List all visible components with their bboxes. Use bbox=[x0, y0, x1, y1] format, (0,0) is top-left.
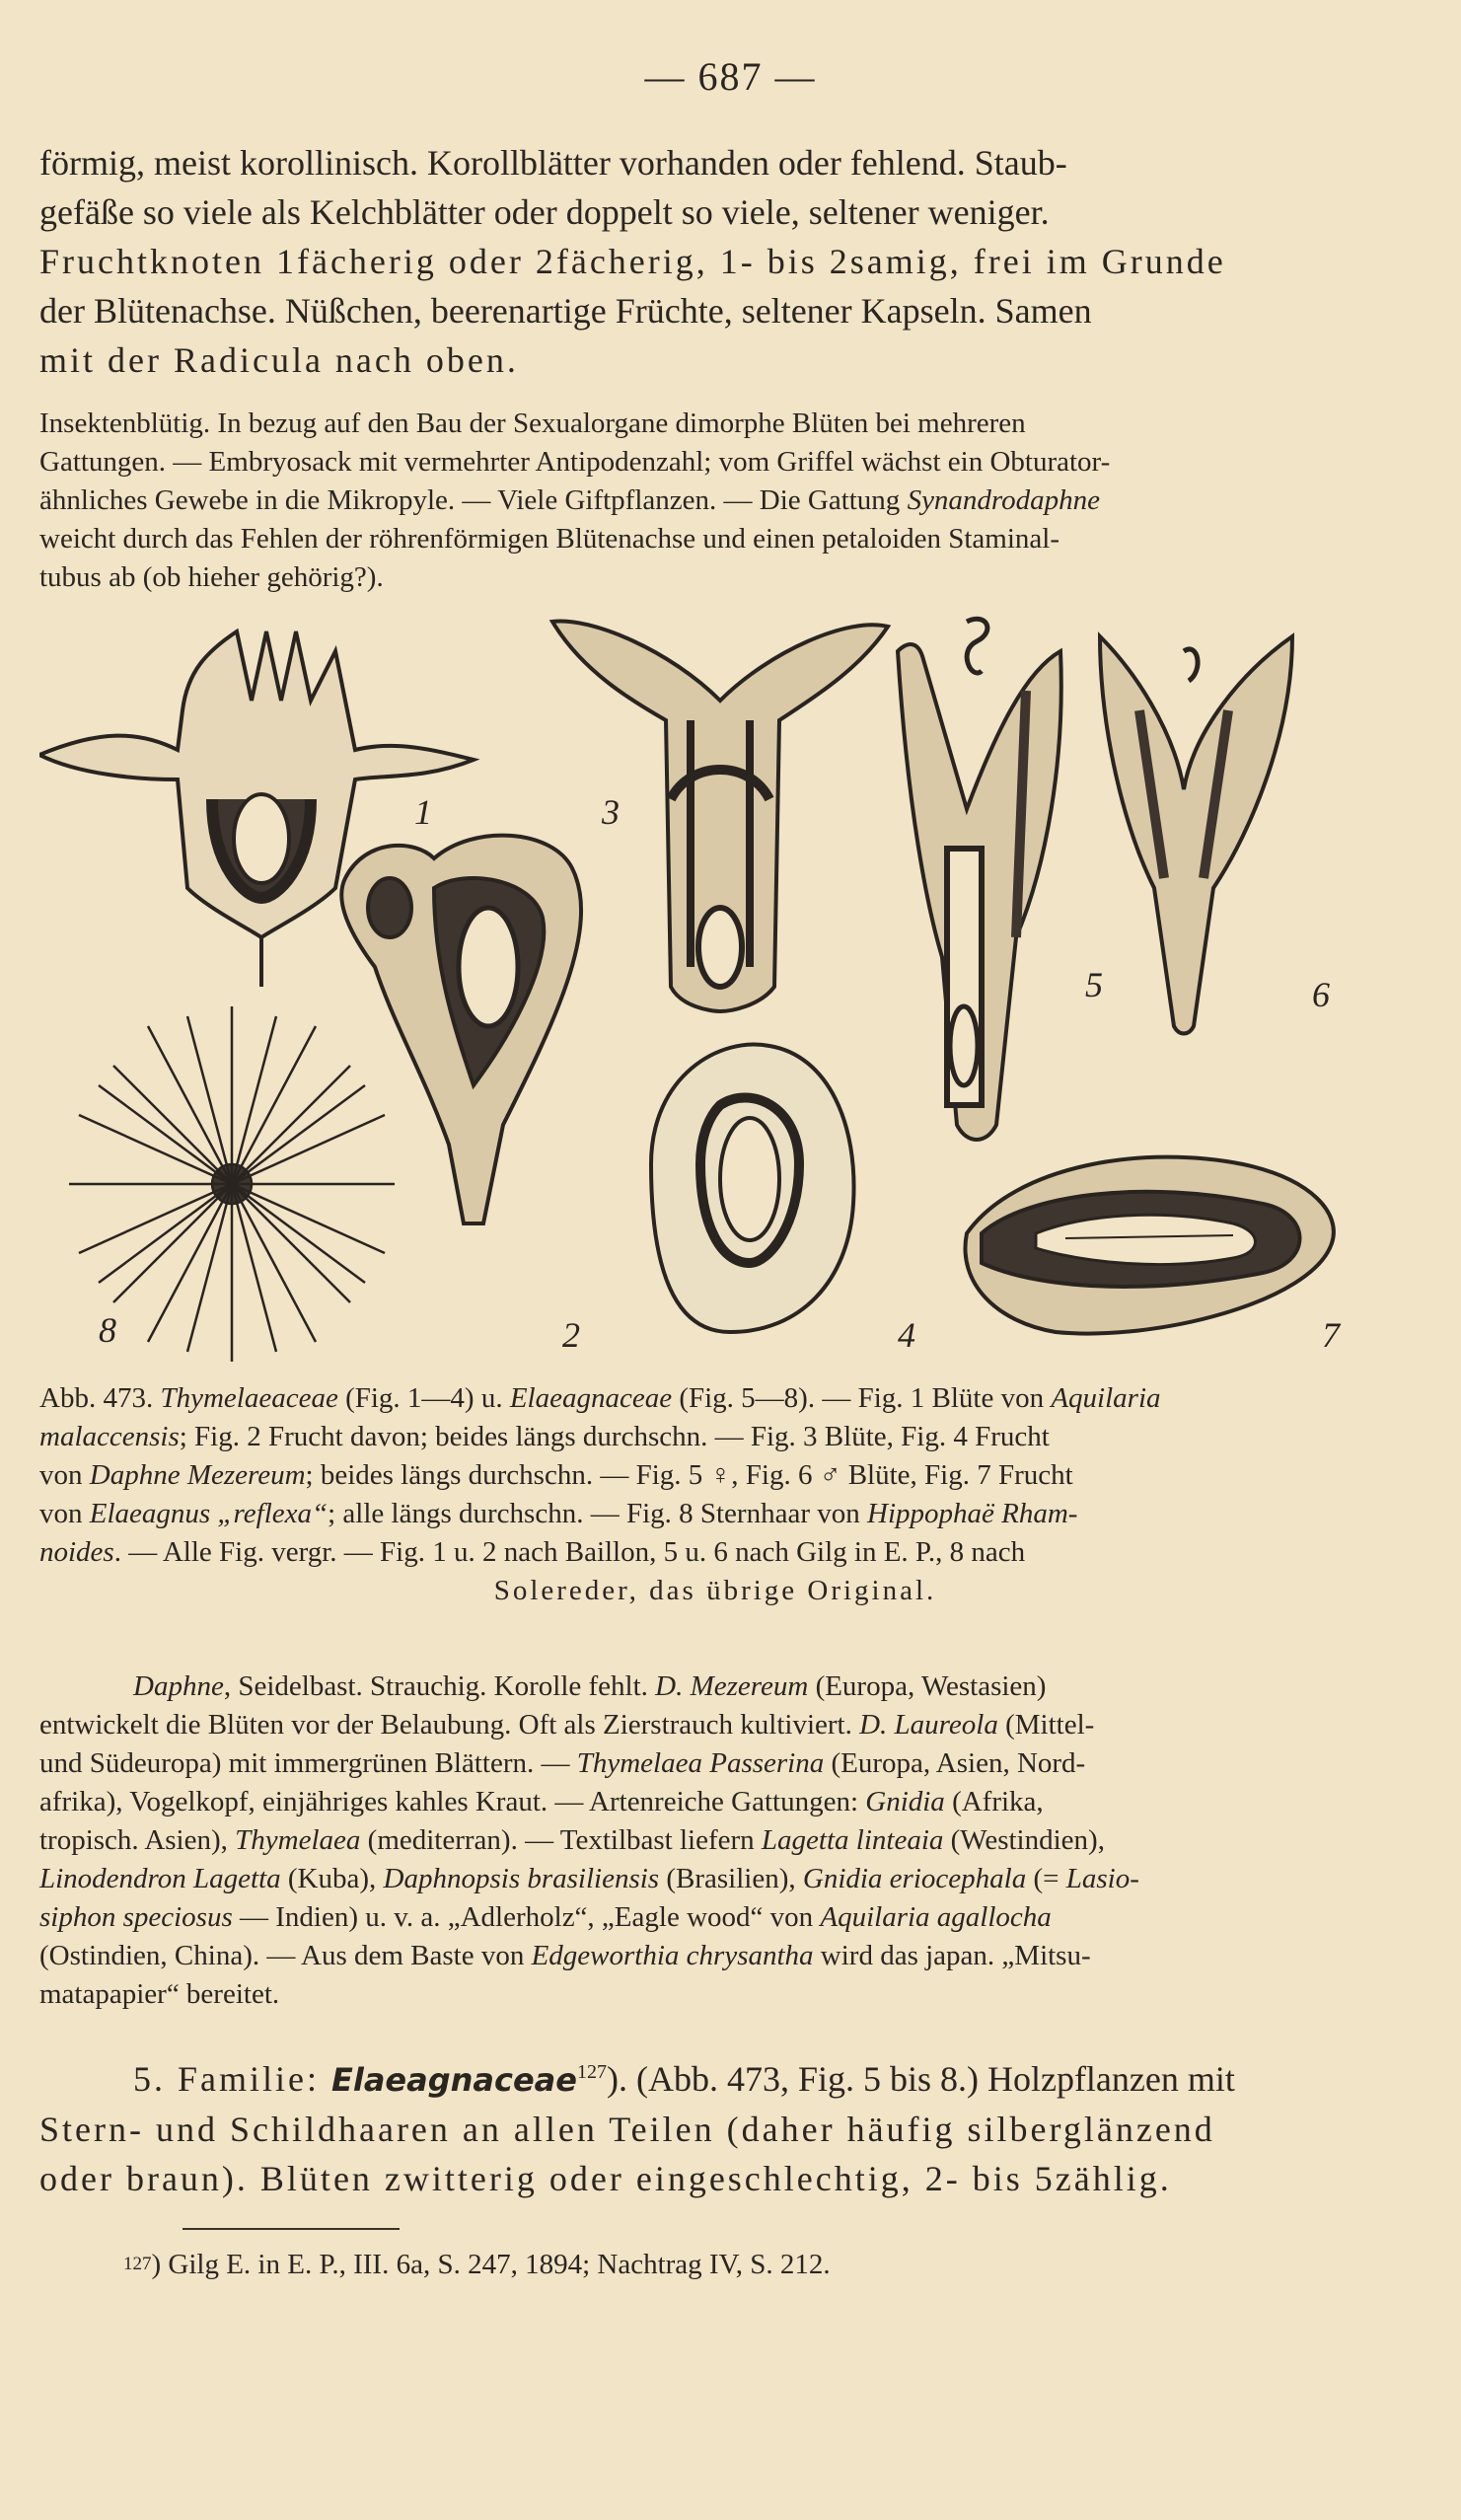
figure-label: 6 bbox=[1312, 975, 1330, 1014]
intro-paragraph bbox=[39, 138, 1391, 385]
intro-line: gefäße so viele als Kelchblätter oder doppelt so viele, seltener weniger. bbox=[39, 192, 1050, 232]
figure-label: 3 bbox=[602, 792, 620, 832]
caption-line: von Daphne Mezereum; beides längs durchschn. — Fig. 5 ♀, Fig. 6 ♂ Blüte, Fig. 7 Frucht bbox=[39, 1459, 1073, 1491]
body-line: (Ostindien, China). — Aus dem Baste von Edgeworthia chrysantha wird das japan. „Mitsu- bbox=[39, 1940, 1091, 1971]
footnote-mark: 127 bbox=[123, 2254, 152, 2274]
body-line: matapapier“ bereitet. bbox=[39, 1978, 280, 2010]
note-line: ähnliches Gewebe in die Mikropyle. — Viele Giftpflanzen. — Die Gattung Synandrodaphne bbox=[39, 484, 1101, 516]
caption-line: Solereder, das übrige Original. bbox=[493, 1575, 937, 1606]
family-name: Elaeagnaceae bbox=[331, 2061, 577, 2099]
note-paragraph bbox=[39, 405, 1391, 597]
family-line: Stern- und Schildhaaren an allen Teilen (daher häufig silberglänzend bbox=[39, 2110, 1215, 2149]
fig-6-flower-drawing bbox=[1100, 636, 1292, 1034]
note-line: tubus ab (ob hieher gehörig?). bbox=[39, 561, 384, 593]
footnote-text: ) Gilg E. in E. P., III. 6a, S. 247, 1894; Nachtrag IV, S. 212. bbox=[151, 2249, 831, 2280]
note-line: Gattungen. — Embryosack mit vermehrter Antipodenzahl; vom Griffel wächst ein Obturator- bbox=[39, 446, 1111, 478]
family-line: 5. Familie: Elaeagnaceae$^{127}$). (Abb. 473, Fig. 5 bis 8.) Holzpflanzen mit bbox=[133, 2059, 1235, 2099]
fig-4-fruit-drawing bbox=[651, 1045, 854, 1333]
intro-line: der Blütenachse. Nüßchen, beerenartige Früchte, seltener Kapseln. Samen bbox=[39, 291, 1092, 331]
intro-line: Fruchtknoten 1fächerig oder 2fächerig, 1- bis 2samig, frei im Grunde bbox=[39, 242, 1226, 281]
intro-line: förmig, meist korollinisch. Korollblätter vorhanden oder fehlend. Staub- bbox=[39, 143, 1067, 183]
fig-5-flower-drawing bbox=[898, 619, 1061, 1140]
body-line: siphon speciosus — Indien) u. v. a. „Adlerholz“, „Eagle wood“ von Aquilaria agallocha bbox=[39, 1901, 1052, 1933]
body-line: entwickelt die Blüten vor der Belaubung. Oft als Zierstrauch kultiviert. D. Laureola (Mittel- bbox=[39, 1709, 1095, 1741]
figure-label: 8 bbox=[99, 1310, 116, 1350]
footnote bbox=[123, 2245, 831, 2284]
botanical-illustration bbox=[39, 612, 1391, 1381]
caption-line: malaccensis; Fig. 2 Frucht davon; beides längs durchschn. — Fig. 3 Blüte, Fig. 4 Frucht bbox=[39, 1421, 1050, 1452]
caption-line: Abb. 473. Thymelaeaceae (Fig. 1—4) u. Elaeagnaceae (Fig. 5—8). — Fig. 1 Blüte von Aquilaria bbox=[39, 1382, 1161, 1414]
body-line: und Südeuropa) mit immergrünen Blättern. — Thymelaea Passerina (Europa, Asien, Nord- bbox=[39, 1747, 1086, 1779]
figure-label: 1 bbox=[414, 792, 432, 832]
note-line: weicht durch das Fehlen der röhrenförmigen Blütenachse und einen petaloiden Staminal- bbox=[39, 523, 1060, 555]
caption-line: von Elaeagnus „reflexa“; alle längs durchschn. — Fig. 8 Sternhaar von Hippophaë Rham- bbox=[39, 1498, 1078, 1529]
figure-caption bbox=[39, 1379, 1391, 1610]
page-number: — 687 — bbox=[644, 54, 817, 99]
fig-2-fruit-drawing bbox=[341, 836, 581, 1223]
caption-line: noides. — Alle Fig. vergr. — Fig. 1 u. 2 nach Baillon, 5 u. 6 nach Gilg in E. P., 8 nach bbox=[39, 1536, 1026, 1568]
body-line: Daphne, Seidelbast. Strauchig. Korolle fehlt. D. Mezereum (Europa, Westasien) bbox=[133, 1670, 1047, 1702]
intro-line: mit der Radicula nach oben. bbox=[39, 340, 519, 380]
note-line: Insektenblütig. In bezug auf den Bau der Sexualorgane dimorphe Blüten bei mehreren bbox=[39, 408, 1026, 439]
body-line: afrika), Vogelkopf, einjähriges kahles Kraut. — Artenreiche Gattungen: Gnidia (Afrika, bbox=[39, 1786, 1044, 1817]
family-line: oder braun). Blüten zwitterig oder eingeschlechtig, 2- bis 5zählig. bbox=[39, 2159, 1172, 2198]
fig-7-fruit-drawing bbox=[965, 1157, 1333, 1334]
body-line: Linodendron Lagetta (Kuba), Daphnopsis brasiliensis (Brasilien), Gnidia eriocephala (= Lasio- bbox=[39, 1863, 1139, 1894]
daphne-paragraph bbox=[39, 1668, 1391, 2014]
family-paragraph bbox=[39, 2047, 1391, 2203]
fig-8-star-hair-drawing bbox=[69, 1006, 395, 1362]
figure-label: 5 bbox=[1085, 965, 1103, 1004]
footnote-divider bbox=[183, 2228, 400, 2230]
body-line: tropisch. Asien), Thymelaea (mediterran). — Textilbast liefern Lagetta linteaia (Westindien), bbox=[39, 1824, 1105, 1856]
figure-label: 7 bbox=[1322, 1315, 1340, 1355]
figure-label: 2 bbox=[562, 1315, 580, 1355]
figure-label: 4 bbox=[898, 1315, 915, 1355]
